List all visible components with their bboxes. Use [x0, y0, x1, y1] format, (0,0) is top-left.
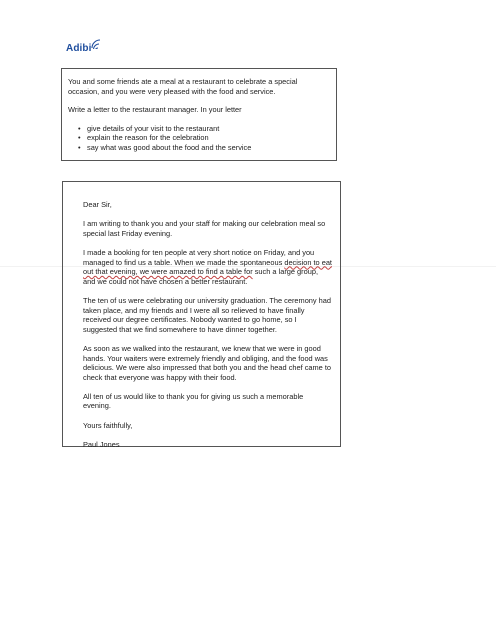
letter-greeting: Dear Sir, — [83, 200, 112, 209]
letter-paragraph-5: All ten of us would like to thank you for giving us such a memorable evening. — [83, 391, 304, 411]
letter-box — [62, 181, 341, 447]
task-prompt-box — [61, 68, 337, 161]
task-bullet-item: • explain the reason for the celebration — [78, 133, 209, 143]
letter-paragraph-4: As soon as we walked into the restaurant, we knew that we were in good hands. Your waiters were extremely friendly and obliging, and the food was delicious. We were also impressed that both you and the head chef came to check that everyone was happy with their food. — [83, 343, 332, 382]
bullet-icon: • — [78, 133, 81, 143]
letter-paragraph-1: I am writing to thank you and your staff for making our celebration meal so special last Friday evening. — [83, 219, 326, 238]
letter-paragraph-2: I made a booking for ten people at very short notice on Friday, and you managed to find us a table. When we made the spontaneous decision to eat out that evening, we were amazed to find a table for such a large group, and we could not have chosen a better restaurant. — [83, 247, 332, 286]
spellcheck-underlined-text: decision to eat out that evening, we were amazed to find a table for — [83, 257, 332, 277]
task-intro: You and some friends ate a meal at a restaurant to celebrate a special occasion, and you were very pleased with the food and service. — [68, 77, 298, 96]
task-bullet-list — [68, 124, 330, 153]
bullet-icon: • — [78, 123, 81, 133]
task-bullet-item: • give details of your visit to the restaurant — [78, 123, 220, 133]
letter-paragraph-3: The ten of us were celebrating our university graduation. The ceremony had taken place, and my friends and I were all so relieved to have finally received our degree certificates. Nobody wanted to go home, so I suggested that we find somewhere to have dinner together. — [83, 295, 332, 334]
task-instruction: Write a letter to the restaurant manager. In your letter — [68, 105, 242, 115]
brand-logo — [66, 38, 101, 54]
letter-closing: Yours faithfully, — [83, 420, 133, 430]
wifi-signal-icon — [91, 39, 101, 49]
letter-signature: Paul Jones — [83, 439, 120, 449]
bullet-icon: • — [78, 142, 81, 152]
brand-name: Adibi — [66, 43, 92, 54]
task-bullet-item: • say what was good about the food and the service — [78, 142, 252, 152]
